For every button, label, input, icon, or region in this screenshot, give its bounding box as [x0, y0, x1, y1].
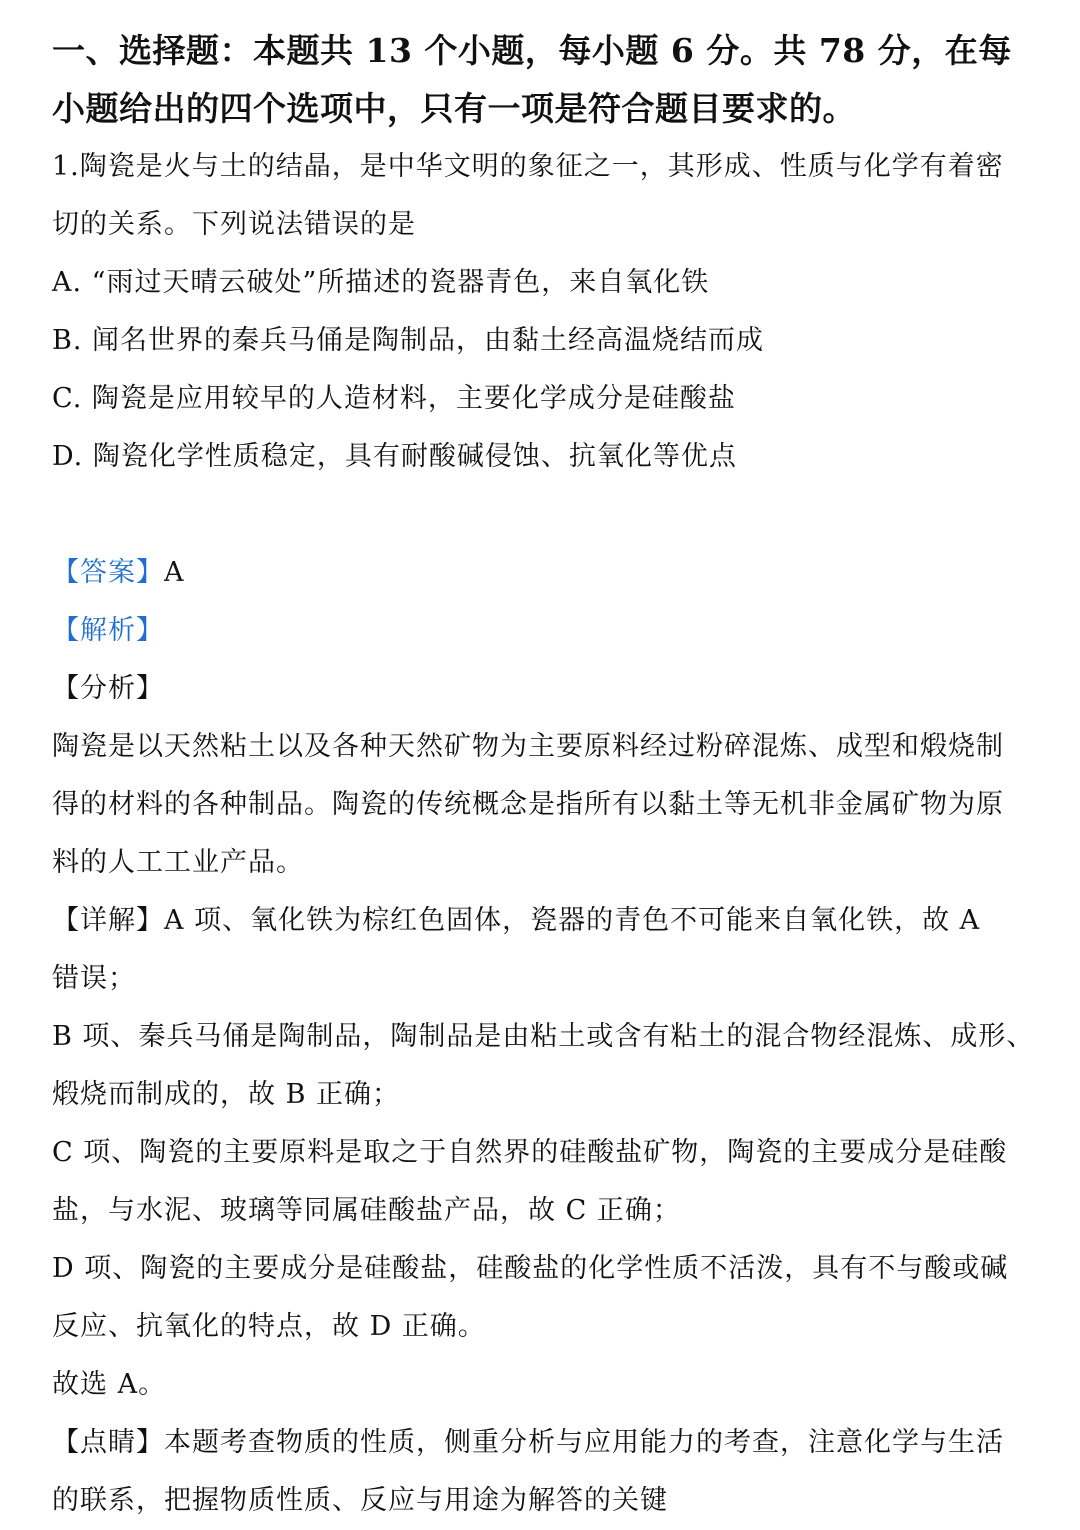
answer-value: A — [164, 557, 185, 588]
fenxi-line-1: 陶瓷是以天然粘土以及各种天然矿物为主要原料经过粉碎混炼、成型和煅烧制 — [52, 731, 1004, 762]
blank-gap — [52, 486, 1042, 544]
answer-row — [52, 544, 1042, 602]
detail-line-4: 煅烧而制成的，故 B 正确； — [52, 1079, 401, 1110]
fenxi-line-2: 得的材料的各种制品。陶瓷的传统概念是指所有以黏土等无机非金属矿物为原 — [52, 789, 1004, 820]
option-c: C. 陶瓷是应用较早的人造材料，主要化学成分是硅酸盐 — [52, 383, 736, 414]
question-stem-line-2: 切的关系。下列说法错误的是 — [52, 209, 416, 240]
detail-line-1: 【详解】A 项、氧化铁为棕红色固体，瓷器的青色不可能来自氧化铁，故 A — [52, 905, 981, 936]
detail-line-7: D 项、陶瓷的主要成分是硅酸盐，硅酸盐的化学性质不活泼，具有不与酸或碱 — [52, 1253, 1009, 1284]
section-heading-line-2: 小题给出的四个选项中，只有一项是符合题目要求的。 — [52, 89, 856, 128]
detail-line-8: 反应、抗氧化的特点，故 D 正确。 — [52, 1311, 486, 1342]
section-heading-line-1: 一、选择题：本题共 13 个小题，每小题 6 分。共 78 分，在每 — [52, 31, 1012, 70]
detail-line-6: 盐，与水泥、玻璃等同属硅酸盐产品，故 C 正确； — [52, 1195, 681, 1226]
detail-line-3: B 项、秦兵马俑是陶制品，陶制品是由粘土或含有粘土的混合物经混炼、成形、 — [52, 1021, 1035, 1052]
conclusion-line: 故选 A。 — [52, 1369, 167, 1400]
document-page — [52, 22, 1042, 1516]
option-b: B. 闻名世界的秦兵马俑是陶制品，由黏土经高温烧结而成 — [52, 325, 765, 356]
fenxi-label: 【分析】 — [52, 673, 164, 704]
question-stem-line-1: 1.陶瓷是火与土的结晶，是中华文明的象征之一，其形成、性质与化学有着密 — [52, 151, 1004, 182]
detail-line-5: C 项、陶瓷的主要原料是取之于自然界的硅酸盐矿物，陶瓷的主要成分是硅酸 — [52, 1137, 1008, 1168]
fenxi-line-3: 料的人工工业产品。 — [52, 847, 304, 878]
option-a: A. “雨过天晴云破处”所描述的瓷器青色，来自氧化铁 — [52, 267, 710, 298]
dianjing-line-2: 的联系，把握物质性质、反应与用途为解答的关键 — [52, 1485, 668, 1516]
analysis-label: 【解析】 — [52, 615, 164, 646]
answer-label: 【答案】 — [52, 557, 164, 588]
option-d: D. 陶瓷化学性质稳定，具有耐酸碱侵蚀、抗氧化等优点 — [52, 441, 737, 472]
detail-line-2: 错误； — [52, 963, 136, 994]
dianjing-line-1: 【点睛】本题考查物质的性质，侧重分析与应用能力的考查，注意化学与生活 — [52, 1427, 1004, 1458]
